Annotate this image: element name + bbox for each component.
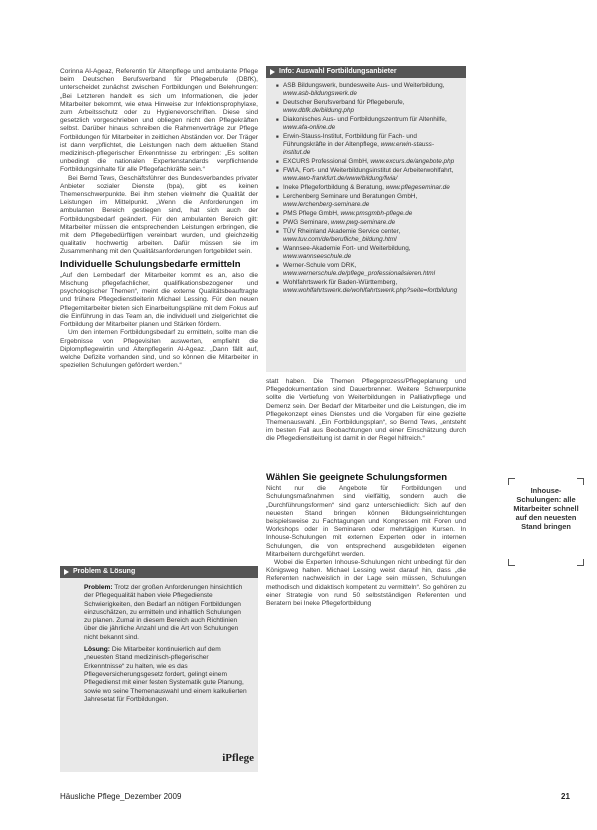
body-paragraph: Nicht nur die Angebote für Fortbildungen und Schulungsmaßnahmen sind vielfältig, sondern auch die „Durchführungsformen“ sind ganz unterschiedlich: Sich auf den neuesten Stand bringen können Bildungseinrichtungen beispielsweise zu Fachtagungen und Kongressen mit Foren und Workshops oder in Seminaren oder mehrtägigen Kursen. In Inhouse-Schulungen mit externen Experten oder in internen Schulungen, die von entsprechend ausgebildeten eigenen Mitarbeitern durchgeführt werden. xyxy=(266,485,466,558)
body-paragraph: Um den internen Fortbildungsbedarf zu ermitteln, sollte man die Ergebnisse von Pflegevisiten auswerten, empfiehlt die Diplompflegewirtin und Altenpflegerin Al-Ageaz. „Dann fällt auf, welche Defizite vorhanden sind, und so können die Mitarbeiter in speziellen Schulungen gefördert werden.“ xyxy=(60,329,258,370)
provider-link[interactable]: www.awo-frankfurt.de/www/bildung/fwia/ xyxy=(283,174,398,182)
problem-solution-box xyxy=(60,566,258,772)
corner-bracket-icon xyxy=(508,559,515,566)
footer-publication: Häusliche Pflege_Dezember 2009 xyxy=(60,792,182,801)
callout-text: Inhouse-Schulungen: alle Mitarbeiter schnell auf den neuesten Stand bringen xyxy=(513,486,579,531)
pflege-logo: iPflege xyxy=(222,752,254,764)
info-box-header xyxy=(266,66,466,78)
provider-link[interactable]: www.erwin-stauss-institut.de xyxy=(283,140,434,156)
corner-bracket-icon xyxy=(577,559,584,566)
provider-link[interactable]: www.wannseeschule.de xyxy=(283,253,352,261)
solution-paragraph: Lösung: Die Mitarbeiter kontinuierlich auf dem „neuesten Stand medizinisch-pflegerischer Erkenntnisse“ zu halten, wie es das Pflegeversicherungsgesetz fordert, gelingt einem Pflegedienst mit einer festen Systematik gute Planung, sowie wo seine Themenauswahl und einem kalkulierten Jahresetat für Fortbildungen. xyxy=(84,646,247,703)
provider-link[interactable]: www.dbfk.de/bildung.php xyxy=(283,106,355,114)
list-item: ■ Deutscher Berufsverband für Pflegeberufe, www.dbfk.de/bildung.php xyxy=(276,99,460,115)
list-item: ■ TÜV Rheinland Akademie Service center, www.tuv.com/de/berufliche_bildung.html xyxy=(276,228,460,244)
problem-box-header xyxy=(60,566,258,578)
pull-quote-callout xyxy=(508,478,584,566)
list-item: ■ Werner-Schule vom DRK, www.wernerschule.de/pflege_professionalisieren.html xyxy=(276,262,460,278)
body-paragraph: Corinna Al-Ageaz, Referentin für Altenpflege und ambulante Pflege beim Deutschen Berufsverband für Pflegeberufe (DBfK), unterscheidet zunächst zwischen Fortbildungen und Belehrungen: „Bei Letzteren handelt es sich um Informationen, die jeder Mitarbeiter bekommt, wie etwa Hinweise zur Infektionsprophylaxe, zum Arbeitsschutz oder zu Hygienevorschriften. Diese sind gesetzlich vorgeschrieben und obliegen nicht den Pflegekräften selbst. Darüber hinaus schreiben die Rahmenverträge zur Pflege Fortbildungen für Mitarbeiter in zeitlichen Abständen vor. Der Träger ist dann verpflichtet, die Leistungen nach dem aktuellen Stand medizinisch-pflegerischer Erkenntnisse zu erbringen: „Es sollten unbedingt die nationalen Expertenstandards verpflichtende Fortbildungsinhalte für alle Pflegefachkräfte sein.“ xyxy=(60,68,258,174)
list-item: ■ PMS Pflege GmbH, www.pmsgmbh-pflege.de xyxy=(276,210,460,218)
list-item: ■ ASB Bildungswerk, bundesweite Aus- und Weiterbildung, www.asb-bildungswerk.de xyxy=(276,82,460,98)
section-heading: Wählen Sie geeignete Schulungsformen xyxy=(266,472,448,483)
triangle-right-icon xyxy=(270,69,275,75)
right-intro-text xyxy=(266,378,466,444)
body-paragraph: „Auf den Lernbedarf der Mitarbeiter kommt es an, also die Mischung pflegefachlicher, qualifikationsbezogener und psychologischer Themen“, meint die externe Qualitätsbeauftragte und frühere Pflegedienstleiterin Michael Lessing. Für den neuen Pflegemitarbeiter bieten sich Einarbeitungspläne mit dem Fokus auf die Einführung in das Team an, die individuell und zielgerichtet die Fortbildung der Mitarbeiter planen und Stärken fördern. xyxy=(60,271,258,329)
body-paragraph: Wobei die Experten Inhouse-Schulungen nicht unbedingt für den Königsweg halten. Michael Lessing weist darauf hin, dass „die Referenten nachweislich in der Lage sein müssen, Schulungen methodisch und didaktisch kompetent zu vermitteln“. So gehören zu einer Strategie von rund 50 selbstständigen Referenten und Beratern bei Ineke Pflegefortbildung xyxy=(266,559,466,608)
list-item: ■ Erwin-Stauss-Institut, Fortbildung für Fach- und Führungskräfte in der Altenpflege, www.erwin-stauss-institut.de xyxy=(276,133,460,156)
provider-link[interactable]: www.wohlfahrtswerk.de/wohlfahrtswerk.php?seite=fortbildung xyxy=(283,287,458,295)
right-text-column xyxy=(266,470,466,608)
provider-list xyxy=(266,78,466,295)
provider-link[interactable]: www.tuv.com/de/berufliche_bildung.html xyxy=(283,236,397,244)
provider-link[interactable]: www.afa-online.de xyxy=(283,123,336,131)
list-item: ■ Lerchenberg Seminare und Beratungen GmbH, www.lerchenberg-seminare.de xyxy=(276,193,460,209)
list-item: ■ Wohlfahrtswerk für Baden-Württemberg, www.wohlfahrtswerk.de/wohlfahrtswerk.php?seite=fortbildung xyxy=(276,279,460,295)
list-item: ■ Diakonisches Aus- und Fortbildungszentrum für Altenhilfe, www.afa-online.de xyxy=(276,116,460,132)
provider-link[interactable]: www.pmsgmbh-pflege.de xyxy=(340,210,413,218)
provider-link[interactable]: www.wernerschule.de/pflege_professionalisieren.html xyxy=(283,270,436,278)
provider-link[interactable]: www.asb-bildungswerk.de xyxy=(283,89,357,97)
list-item: ■ Ineke Pflegefortbildung & Beratung, www.pflegeseminar.de xyxy=(276,184,460,192)
problem-paragraph: Problem: Trotz der großen Anforderungen hinsichtlich der Pflegequalität haben viele Pflegedienste Schwierigkeiten, den Bedarf an nötigen Fortbildungen einzuschätzen, zu ermitteln und inhaltlich Schulungen zu planen. Zumal in diesem Bereich auch Richtlinien über die jährliche Anzahl und die Art von Schulungen nicht bekannt sind. xyxy=(84,584,243,641)
corner-bracket-icon xyxy=(508,478,515,485)
provider-link[interactable]: www.excurs.de/angebote.php xyxy=(370,157,455,165)
body-paragraph: statt haben. Die Themen Pflegeprozess/Pflegeplanung und Pflegedokumentation sind Dauerbrenner. Weitere Schwerpunkte sollte die Vertiefung von Weiterbildungen in Palliativpflege und Demenz sein. Der Bedarf der Mitarbeiter und die Leistungen, die im Pflegekonzept eines Dienstes und die Vorgaben für eine gezielte Themenauswahl. „Ein Fortbildungsplan“, so Bernd Tews, „entsteht im besten Fall aus Beobachtungen und einer Einschätzung durch die Pflegedienstleitung ist damit in der Regel hilfreich.“ xyxy=(266,378,466,443)
list-item: ■ FWIA, Fort- und Weiterbildungsinstitut der Arbeiterwohlfahrt, www.awo-frankfurt.de/www/bildung/fwia/ xyxy=(276,167,460,183)
list-item: ■ Wannsee-Akademie Fort- und Weiterbildung, www.wannseeschule.de xyxy=(276,245,460,261)
info-box xyxy=(266,66,466,372)
triangle-right-icon xyxy=(64,569,69,575)
info-box-title: Info: Auswahl Fortbildungsanbieter xyxy=(279,68,397,75)
provider-link[interactable]: www.pflegeseminar.de xyxy=(385,183,450,191)
provider-link[interactable]: www.pwg-seminare.de xyxy=(330,219,396,227)
problem-box-title: Problem & Lösung xyxy=(73,568,136,575)
page-number: 21 xyxy=(561,792,570,801)
list-item: ■ EXCURS Professional GmbH, www.excurs.de/angebote.php xyxy=(276,158,460,166)
body-paragraph: Bei Bernd Tews, Geschäftsführer des Bundesverbandes privater Anbieter sozialer Dienste (bpa), gibt es keinen Themenschwerpunkte. Bei ihm stehen vielmehr die Qualität der Leistungen im Mittelpunkt. „Wenn die Anforderungen im ambulanten Bereich gestiegen sind, hat sich auch der Fortbildungsbedarf geändert. Für den ambulanten Bereich gilt: Mitarbeiter müssen die entsprechenden Leistungen erbringen, die mit dem Pflegebedürftigen vereinbart wurden, und gleichzeitig qualitativ hochwertig arbeiten. Dafür müssen sie im Zusammenhang mit den Qualitätsanforderungen fortgebildet sein. xyxy=(60,174,258,256)
section-heading: Individuelle Schulungsbedarfe ermitteln xyxy=(60,258,241,270)
problem-box-body xyxy=(60,578,258,704)
corner-bracket-icon xyxy=(577,478,584,485)
list-item: ■ PWG Seminare, www.pwg-seminare.de xyxy=(276,219,460,227)
left-text-column xyxy=(60,68,258,370)
provider-link[interactable]: www.lerchenberg-seminare.de xyxy=(283,200,370,208)
